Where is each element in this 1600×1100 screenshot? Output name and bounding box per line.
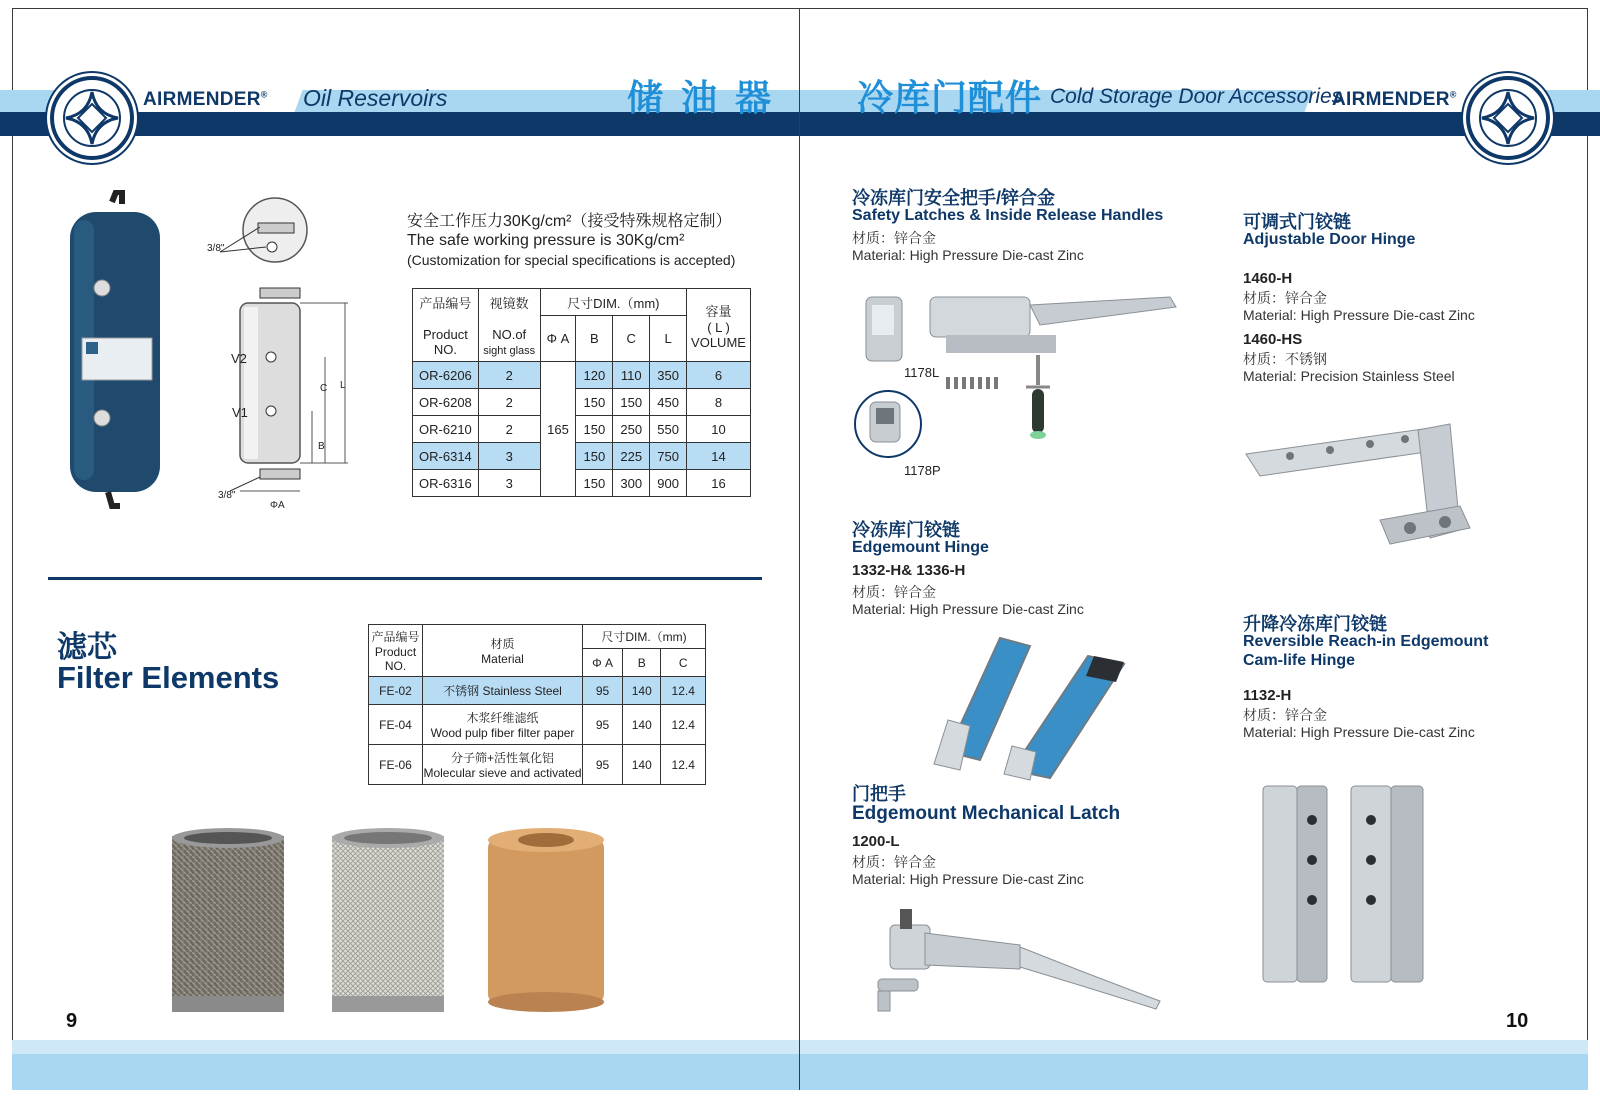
reversible-hinge-photo <box>1255 780 1435 990</box>
drawing-label-phi-a: ΦA <box>270 500 285 511</box>
drawing-label-top-fitting: 3/8" <box>207 243 225 254</box>
adjustable-material-2-cn: 材质：不锈钢 <box>1243 351 1327 367</box>
table-row: FE-06 分子筛+活性氧化铝 Molecular sieve and activated 95 140 12.4 <box>369 745 706 785</box>
adjustable-title-cn: 可调式门铰链 <box>1243 212 1351 232</box>
th-b: B <box>623 649 661 677</box>
latch-title-en: Safety Latches & Inside Release Handles <box>852 207 1164 224</box>
th-dim: 尺寸DIM.（mm) <box>583 625 706 649</box>
edgemount-model: 1332-H& 1336-H <box>852 562 966 579</box>
logo-diamond-icon <box>62 88 122 148</box>
table-row: OR-6316 3 150 300 900 16 <box>413 470 751 497</box>
pressure-text-en: The safe working pressure is 30Kg/cm² <box>407 232 685 249</box>
table-row: OR-6208 2 150 150 450 8 <box>413 389 751 416</box>
adjustable-model-1: 1460-H <box>1243 270 1293 287</box>
oil-reservoir-photo <box>60 190 170 520</box>
logo-diamond-icon <box>1478 88 1538 148</box>
mechanical-latch-photo <box>870 905 1170 1025</box>
filter-stainless-photo <box>168 826 288 1016</box>
latch-label-1178p: 1178P <box>904 463 941 478</box>
reversible-material-en: Material: High Pressure Die-cast Zinc <box>1243 724 1475 740</box>
pressure-note: (Customization for special specifications is accepted) <box>407 252 736 268</box>
th-l: L <box>650 316 687 362</box>
page-number-left: 9 <box>66 1010 78 1032</box>
logo-left <box>50 76 134 160</box>
th-volume: 容量 ( L ) VOLUME <box>687 289 751 362</box>
table-row: OR-6314 3 150 225 750 14 <box>413 443 751 470</box>
reversible-title-en-2: Cam-life Hinge <box>1243 652 1356 669</box>
edgemount-material-en: Material: High Pressure Die-cast Zinc <box>852 601 1084 617</box>
adjustable-model-2: 1460-HS <box>1243 331 1303 348</box>
th-material: 材质 Material <box>423 625 583 677</box>
adjustable-material-1-en: Material: High Pressure Die-cast Zinc <box>1243 307 1475 323</box>
th-c: C <box>661 649 706 677</box>
section-divider <box>48 577 762 580</box>
brand-name-left: AIRMENDER® <box>143 89 268 110</box>
brand-name-right: AIRMENDER® <box>1332 89 1457 110</box>
oil-reservoir-table <box>412 288 751 497</box>
adjustable-title-en: Adjustable Door Hinge <box>1243 231 1416 248</box>
filter-title-cn: 滤芯 <box>57 631 117 664</box>
oil-reservoir-drawing <box>200 195 370 515</box>
footer-spine <box>799 1040 800 1090</box>
page-spine <box>799 8 800 1090</box>
mech-latch-model: 1200-L <box>852 833 900 850</box>
filter-table <box>368 624 706 785</box>
th-product: 产品编号 Product NO. <box>413 289 479 362</box>
table-row: FE-02 不锈钢 Stainless Steel 95 140 12.4 <box>369 677 706 705</box>
adjustable-material-1-cn: 材质：锌合金 <box>1243 290 1327 306</box>
reversible-title-en-1: Reversible Reach-in Edgemount <box>1243 633 1489 650</box>
th-b: B <box>576 316 613 362</box>
page-number-right: 10 <box>1506 1010 1529 1032</box>
logo-right <box>1466 76 1550 160</box>
edgemount-material-cn: 材质：锌合金 <box>852 584 936 600</box>
th-product: 产品编号 Product NO. <box>369 625 423 677</box>
mech-latch-title-cn: 门把手 <box>852 784 906 804</box>
latch-material-cn: 材质：锌合金 <box>852 230 936 246</box>
drawing-label-bottom-fitting: 3/8" <box>218 490 236 501</box>
reversible-title-cn: 升降冷冻库门铰链 <box>1243 614 1387 634</box>
th-dim: 尺寸DIM.（mm) <box>540 289 686 316</box>
phi-a-value: 165 <box>540 362 576 497</box>
drawing-label-b: B <box>318 441 325 452</box>
edgemount-hinge-photo <box>930 630 1150 790</box>
drawing-label-l: L <box>340 380 346 391</box>
filter-title-en: Filter Elements <box>57 660 280 695</box>
table-row: OR-6210 2 150 250 550 10 <box>413 416 751 443</box>
th-phi-a: Φ A <box>583 649 623 677</box>
mech-latch-title-en: Edgemount Mechanical Latch <box>852 803 1121 824</box>
pressure-text-cn: 安全工作压力30Kg/cm²（接受特殊规格定制） <box>407 213 732 230</box>
footer-band-light <box>12 1040 1588 1054</box>
drawing-label-v2: V2 <box>231 351 247 366</box>
latch-label-1178l: 1178L <box>904 365 940 380</box>
section-title-cn-right: 冷库门配件 <box>857 77 1043 118</box>
edgemount-title-cn: 冷冻库门铰链 <box>852 520 960 540</box>
adjustable-material-2-en: Material: Precision Stainless Steel <box>1243 368 1455 384</box>
latch-1178p-photo <box>852 388 924 460</box>
mech-latch-material-en: Material: High Pressure Die-cast Zinc <box>852 871 1084 887</box>
latch-material-en: Material: High Pressure Die-cast Zinc <box>852 247 1084 263</box>
reversible-model: 1132-H <box>1243 687 1292 704</box>
filter-paper-photo <box>328 826 448 1016</box>
th-phi-a: Φ A <box>540 316 576 362</box>
drawing-label-c: C <box>320 383 328 394</box>
mech-latch-material-cn: 材质：锌合金 <box>852 854 936 870</box>
table-row: FE-04 木浆纤维滤纸 Wood pulp fiber filter paper 95 140 12.4 <box>369 705 706 745</box>
th-c: C <box>613 316 650 362</box>
table-row: OR-6206 2 165 120 110 350 6 <box>413 362 751 389</box>
section-title-en-left: Oil Reservoirs <box>303 85 448 111</box>
section-title-cn-left: 储 油 器 <box>627 77 776 118</box>
reversible-material-cn: 材质：锌合金 <box>1243 707 1327 723</box>
edgemount-title-en: Edgemount Hinge <box>852 539 989 556</box>
filter-molecular-sieve-photo <box>484 826 608 1016</box>
section-title-en-right: Cold Storage Door Accessories <box>1050 85 1343 108</box>
footer-band <box>12 1054 1588 1090</box>
latch-title-cn: 冷冻库门安全把手/锌合金 <box>852 188 1055 208</box>
drawing-label-v1: V1 <box>232 405 248 420</box>
adjustable-hinge-photo <box>1240 420 1480 560</box>
th-sight: 视镜数 NO.of sight glass <box>478 289 540 362</box>
